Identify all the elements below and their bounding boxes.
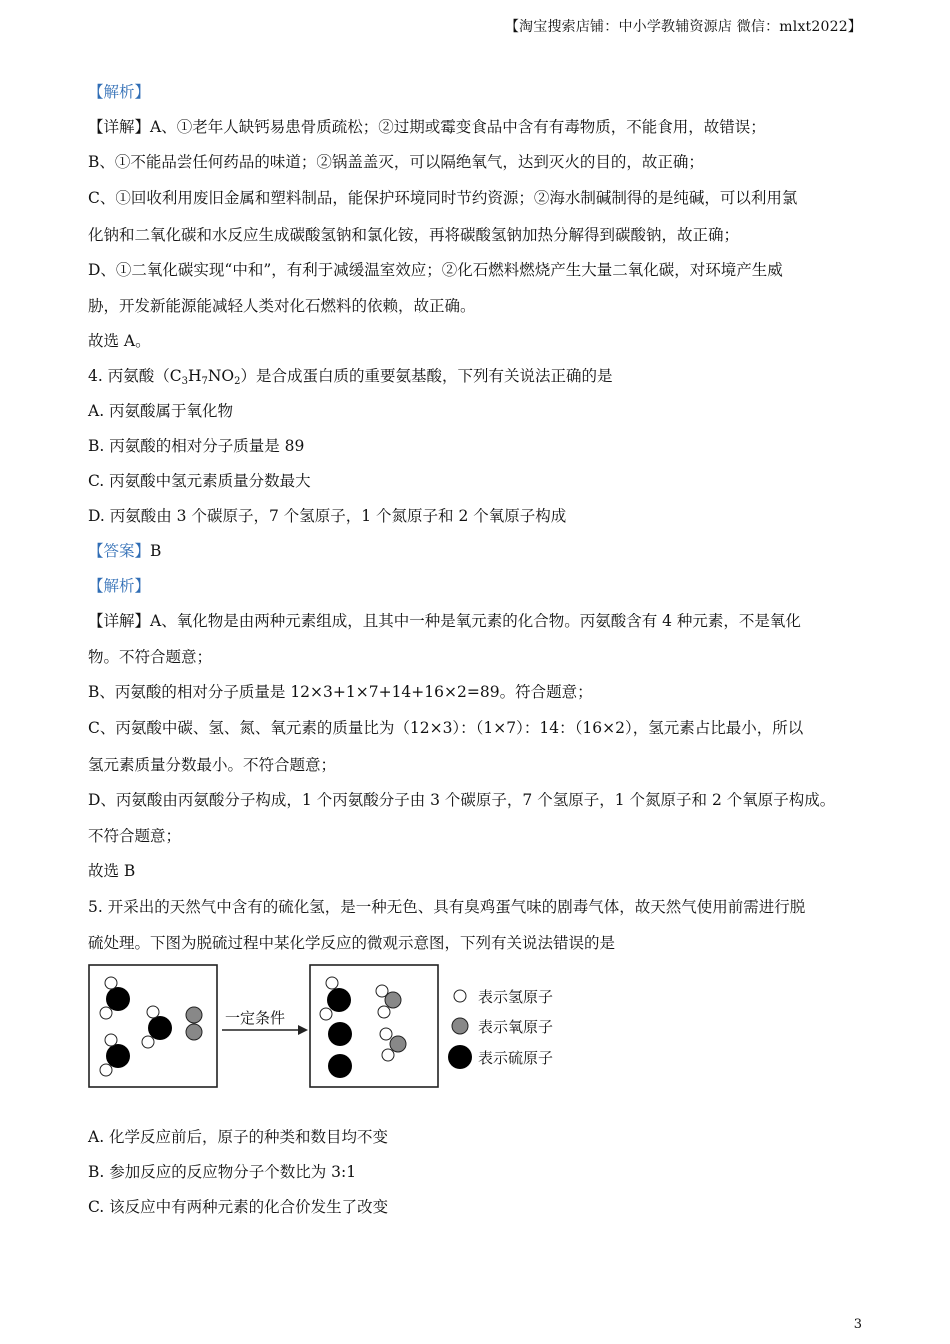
q4-formula-sub-h: 7: [201, 376, 208, 387]
q4-option-a: A. 丙氨酸属于氧化物: [88, 402, 234, 420]
legend-hydrogen-label: 表示氢原子: [478, 988, 554, 1006]
page-header: 【淘宝搜索店铺：中小学教辅资源店 微信：mlxt2022】: [504, 19, 862, 35]
hydrogen-atom: [142, 1036, 154, 1048]
q4-detail-d1: D、丙氨酸由丙氨酸分子构成，1 个丙氨酸分子由 3 个碳原子，7 个氢原子，1 个氮原子和 2 个氧原子构成。: [88, 791, 836, 809]
oxygen-atom: [390, 1036, 406, 1052]
q5-option-b: B. 参加反应的反应物分子个数比为 3:1: [88, 1163, 357, 1181]
hydrogen-atom: [105, 977, 117, 989]
sulfur-atom: [327, 988, 351, 1012]
q3-conclusion: 故选 A。: [88, 332, 151, 350]
oxygen-atom: [186, 1024, 202, 1040]
hydrogen-atom: [320, 1008, 332, 1020]
hydrogen-atom: [380, 1028, 392, 1040]
q4-option-d: D. 丙氨酸由 3 个碳原子，7 个氢原子，1 个氮原子和 2 个氧原子构成: [88, 507, 567, 525]
legend-sulfur-icon: [448, 1045, 472, 1069]
q4-conclusion: 故选 B: [88, 862, 136, 880]
q4-formula-h: H: [187, 367, 202, 385]
q3-analysis-tag: 【解析】: [88, 83, 151, 101]
q4-detail-d2: 不符合题意；: [88, 827, 182, 845]
q4-stem-pre: 4. 丙氨酸（C: [88, 367, 182, 385]
q4-formula-no: NO: [207, 367, 235, 385]
q5-stem2: 硫处理。下图为脱硫过程中某化学反应的微观示意图，下列有关说法错误的是: [88, 934, 616, 952]
page-number: 3: [853, 1317, 862, 1332]
hydrogen-atom: [105, 1034, 117, 1046]
q4-detail-tag: 【详解】: [88, 612, 151, 630]
sulfur-atom: [328, 1054, 352, 1078]
hydrogen-atom: [382, 1049, 394, 1061]
hydrogen-atom: [378, 1006, 390, 1018]
q3-detail-a: [88, 117, 766, 137]
q4-detail-a1: [88, 611, 801, 631]
q4-answer: [88, 541, 161, 561]
sulfur-atom: [148, 1016, 172, 1040]
q4-detail-c2: 氢元素质量分数最小。不符合题意；: [88, 756, 337, 774]
hydrogen-atom: [100, 1007, 112, 1019]
oxygen-atom: [186, 1007, 202, 1023]
q3-detail-b: B、①不能品尝任何药品的味道；②锅盖盖灭，可以隔绝氧气，达到灭火的目的，故正确；: [88, 153, 704, 171]
q3-detail-c1: C、①回收利用废旧金属和塑料制品，能保护环境同时节约资源；②海水制碱制得的是纯碱，可以利用氯: [88, 189, 798, 207]
q4-formula-sub-c: 3: [181, 376, 188, 387]
q3-detail-d1: D、①二氧化碳实现“中和”，有利于减缓温室效应；②化石燃料燃烧产生大量二氧化碳，对环境产生威: [88, 261, 783, 279]
hydrogen-atom: [376, 985, 388, 997]
sulfur-atom: [106, 1044, 130, 1068]
reaction-condition: 一定条件: [225, 1009, 286, 1027]
q5-option-c: C. 该反应中有两种元素的化合价发生了改变: [88, 1198, 389, 1216]
q4-answer-value: B: [150, 542, 162, 560]
legend-oxygen-icon: [452, 1018, 468, 1034]
arrow-head-icon: [298, 1025, 308, 1035]
q4-detail-b: B、丙氨酸的相对分子质量是 12×3+1×7+14+16×2=89。符合题意；: [88, 683, 593, 701]
q4-option-b: B. 丙氨酸的相对分子质量是 89: [88, 437, 305, 455]
sulfur-atom: [106, 987, 130, 1011]
q5-option-a: A. 化学反应前后，原子的种类和数目均不变: [88, 1128, 389, 1146]
q3-detail-c2: 化钠和二氧化碳和水反应生成碳酸氢钠和氯化铵，再将碳酸氢钠加热分解得到碳酸钠，故正确；: [88, 226, 740, 244]
q5-stem1: 5. 开采出的天然气中含有的硫化氢，是一种无色、具有臭鸡蛋气味的剧毒气体，故天然气使用前需进行脱: [88, 898, 806, 916]
legend-oxygen-label: 表示氧原子: [478, 1018, 554, 1036]
hydrogen-atom: [326, 977, 338, 989]
sulfur-atom: [328, 1022, 352, 1046]
hydrogen-atom: [147, 1006, 159, 1018]
legend-hydrogen-icon: [454, 990, 466, 1002]
q4-stem-post: ）是合成蛋白质的重要氨基酸，下列有关说法正确的是: [240, 367, 613, 385]
q4-analysis-tag: 【解析】: [88, 577, 151, 595]
q4-option-c: C. 丙氨酸中氢元素质量分数最大: [88, 472, 311, 490]
q4-detail-a1-text: A、氧化物是由两种元素组成，且其中一种是氧元素的化合物。丙氨酸含有 4 种元素，不是氧化: [150, 612, 801, 630]
q4-formula-sub-o: 2: [234, 376, 241, 387]
q3-detail-tag: 【详解】: [88, 118, 151, 136]
hydrogen-atom: [100, 1064, 112, 1076]
q3-detail-d2: 胁，开发新能源能减轻人类对化石燃料的依赖，故正确。: [88, 297, 476, 315]
legend-sulfur-label: 表示硫原子: [478, 1049, 554, 1067]
q3-detail-a-text: A、①老年人缺钙易患骨质疏松；②过期或霉变食品中含有有毒物质，不能食用，故错误；: [150, 118, 766, 136]
reaction-diagram: [88, 962, 588, 1092]
q4-detail-c1: C、丙氨酸中碳、氢、氮、氧元素的质量比为（12×3）：（1×7）：14：（16×2），氢元素占比最小，所以: [88, 719, 804, 737]
q4-answer-tag: 【答案】: [88, 542, 151, 560]
q4-detail-a2: 物。不符合题意；: [88, 648, 213, 666]
q4-stem: [88, 366, 613, 392]
